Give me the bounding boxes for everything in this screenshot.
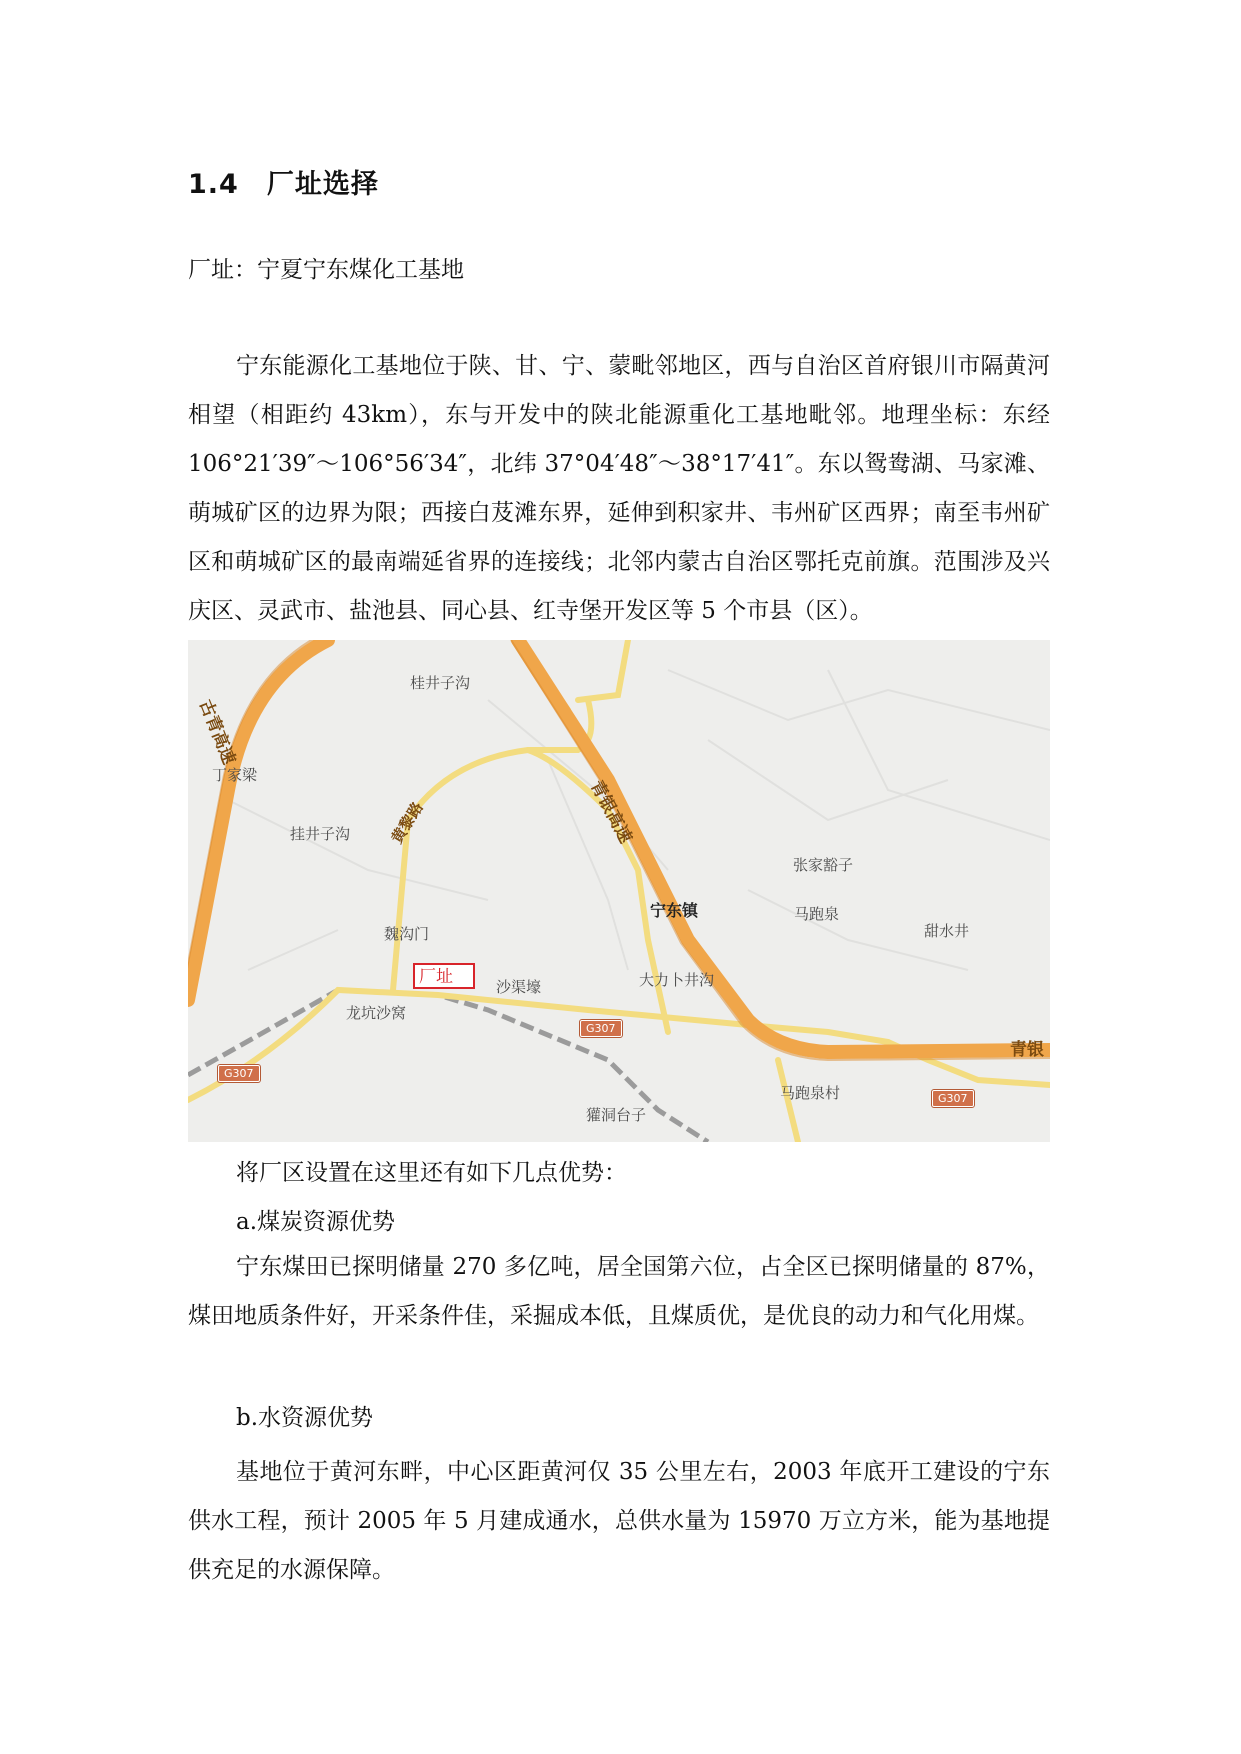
- advantage-a-body: 宁东煤田已探明储量 270 多亿吨，居全国第六位，占全区已探明储量的 87%，煤田地质条件好，开采条件佳，采掘成本低，且煤质优，是优良的动力和气化用煤。: [188, 1254, 1050, 1329]
- advantages-intro: 将厂区设置在这里还有如下几点优势：: [236, 1160, 627, 1186]
- place-mapaoquan: 马跑泉: [794, 905, 840, 923]
- place-zhangjiahuozi: 张家豁子: [793, 856, 854, 874]
- highway-label-qingyin: 青银高速: [585, 777, 636, 847]
- route-shield-g307-west: G307: [218, 1065, 260, 1082]
- advantage-b-body: 基地位于黄河东畔，中心区距黄河仅 35 公里左右，2003 年底开工建设的宁东供水工程，预计 2005 年 5 月建成通水，总供水量为 15970 万立方米，能为基地提供充足的水源保障。: [188, 1459, 1050, 1583]
- route-shield-g307-east: G307: [932, 1090, 974, 1107]
- location-map: [188, 640, 1050, 1142]
- highway-label-guqing: 古青高速: [194, 696, 239, 768]
- place-dingjialiang: 丁家梁: [212, 766, 258, 784]
- site-marker: 厂址: [413, 963, 475, 989]
- place-guajingzigou: 挂井子沟: [290, 825, 351, 843]
- place-ningdong-town: 宁东镇: [650, 901, 699, 920]
- place-huandongtaizi: 獾洞台子: [586, 1106, 647, 1124]
- place-longkengshawo: 龙坑沙窝: [346, 1004, 407, 1022]
- site-line: 厂址：宁夏宁东煤化工基地: [188, 257, 464, 283]
- intro-paragraph: 宁东能源化工基地位于陕、甘、宁、蒙毗邻地区，西与自治区首府银川市隔黄河相望（相距约 43km），东与开发中的陕北能源重化工基地毗邻。地理坐标：东经 106°21′39″～106°56′34″，北纬 37°04′48″～38°17′41″。东以鸳鸯湖、马家滩、萌城矿区的边界为限；西接白芨滩东界，延伸到积家井、韦州矿区西界；南至韦州矿区和萌城矿区的最南端延省界的连接线；北邻内蒙古自治区鄂托克前旗。范围涉及兴庆区、灵武市、盐池县、同心县、红寺堡开发区等 5 个市县（区）。: [188, 353, 1050, 624]
- place-weigoumen: 魏沟门: [384, 925, 430, 943]
- place-dalibujinggou: 大力卜井沟: [639, 971, 715, 989]
- place-shaquhao: 沙渠壕: [496, 978, 542, 996]
- highway-label-huangli: 黄黎路: [387, 798, 427, 847]
- route-shield-g307-middle: G307: [580, 1020, 622, 1037]
- advantage-b-title: b.水资源优势: [236, 1405, 374, 1431]
- yellow-roads: [188, 640, 1050, 1142]
- place-mapaoquan-village: 马跑泉村: [780, 1084, 841, 1102]
- highway-edges: [188, 640, 1050, 1060]
- place-tianshuijing: 甜水井: [924, 922, 970, 940]
- advantage-a-title: a.煤炭资源优势: [236, 1209, 396, 1235]
- map-graphic: [188, 640, 1050, 1142]
- section-title: 厂址选择: [266, 169, 379, 200]
- section-heading: [188, 162, 379, 201]
- section-number: 1.4: [188, 169, 239, 200]
- highway-label-qingyin-east: 青银: [1010, 1040, 1044, 1060]
- place-guijingzigou-north: 桂井子沟: [410, 674, 471, 692]
